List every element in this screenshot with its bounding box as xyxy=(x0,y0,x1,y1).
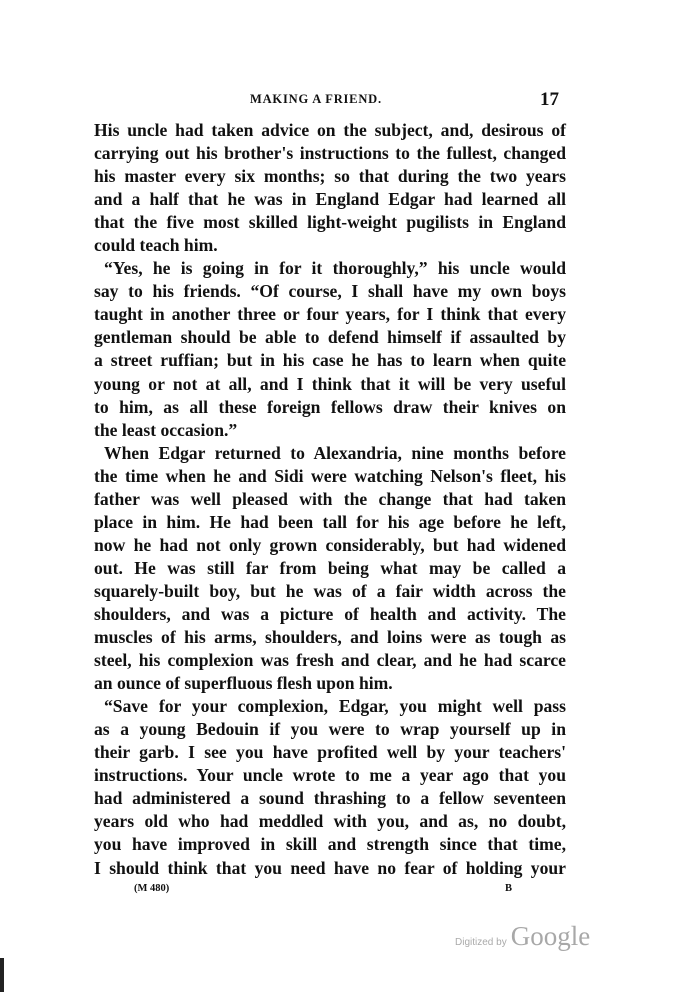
text-line: father was well pleased with the change that had taken xyxy=(94,488,566,509)
text-line: and a half that he was in England Edgar had learned all xyxy=(94,189,566,210)
text-line: now he had not only grown considerably, but had widened xyxy=(94,534,566,555)
page-number: 17 xyxy=(540,89,559,110)
text-line: say to his friends. “Of course, I shall have my own boys xyxy=(94,281,566,302)
watermark-prefix: Digitized by xyxy=(455,937,507,948)
text-line: place in him. He had been tall for his age before he left, xyxy=(94,511,566,532)
text-line: I should think that you need have no fear of holding your xyxy=(94,857,566,878)
scan-edge-mark xyxy=(0,958,4,992)
text-line: as a young Bedouin if you were to wrap yourself up in xyxy=(94,719,566,740)
text-line: a street ruffian; but in his case he has to learn when quite xyxy=(94,350,566,371)
text-line: you have improved in skill and strength since that time, xyxy=(94,834,566,855)
printer-signature: (M 480) xyxy=(134,883,170,894)
text-line: shoulders, and was a picture of health and activity. The xyxy=(94,603,566,624)
text-line: years old who had meddled with you, and as, no doubt, xyxy=(94,811,566,832)
text-line: the time when he and Sidi were watching Nelson's fleet, his xyxy=(94,465,566,486)
text-line: to him, as all these foreign fellows draw their knives on xyxy=(94,396,566,417)
signature-letter: B xyxy=(505,883,513,894)
running-header: MAKING A FRIEND. xyxy=(250,92,382,106)
text-line: gentleman should be able to defend himself if assaulted by xyxy=(94,327,566,348)
text-line: taught in another three or four years, for I think that every xyxy=(94,304,566,325)
text-line: carrying out his brother's instructions to the fullest, changed xyxy=(94,143,566,164)
text-line: squarely-built boy, but he was of a fair width across the xyxy=(94,580,566,601)
digitized-watermark xyxy=(455,921,590,952)
text-line: His uncle had taken advice on the subject, and, desirous of xyxy=(94,120,566,140)
text-line: that the five most skilled light-weight pugilists in England xyxy=(94,212,566,233)
google-logo: Google xyxy=(510,921,591,951)
text-line: the least occasion.” xyxy=(94,419,238,440)
text-line: When Edgar returned to Alexandria, nine months before xyxy=(104,442,566,463)
text-line: young or not at all, and I think that it will be very useful xyxy=(94,373,566,394)
text-line: his master every six months; so that during the two years xyxy=(94,166,566,187)
text-line: muscles of his arms, shoulders, and loins were as tough as xyxy=(94,627,566,648)
body-text xyxy=(94,119,566,880)
text-line: “Yes, he is going in for it thoroughly,” his uncle would xyxy=(104,258,566,279)
text-line: out. He was still far from being what may be called a xyxy=(94,557,566,578)
text-line: instructions. Your uncle wrote to me a year ago that you xyxy=(94,765,566,786)
text-line: had administered a sound thrashing to a fellow seventeen xyxy=(94,788,566,809)
text-line: steel, his complexion was fresh and clear, and he had scarce xyxy=(94,650,566,671)
text-line: their garb. I see you have profited well by your teachers' xyxy=(94,742,566,763)
text-line: could teach him. xyxy=(94,235,218,256)
text-line: an ounce of superfluous flesh upon him. xyxy=(94,673,393,694)
text-line: “Save for your complexion, Edgar, you might well pass xyxy=(104,696,566,717)
